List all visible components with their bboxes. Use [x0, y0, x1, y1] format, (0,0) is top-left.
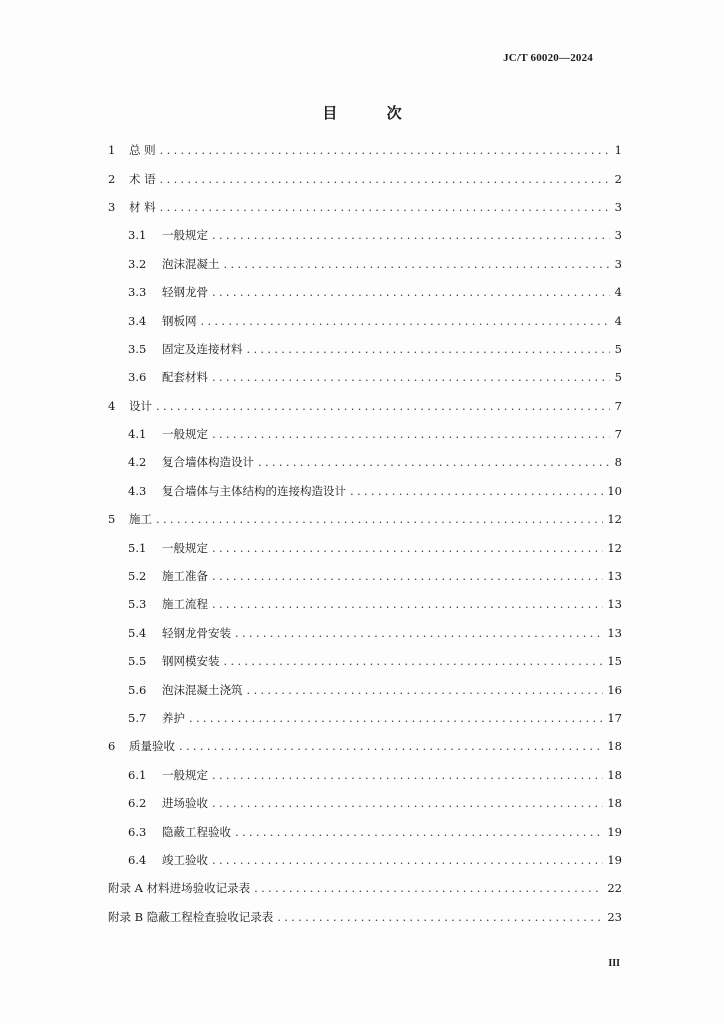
- toc-entry-label: 术 语: [129, 171, 156, 186]
- toc-dot-leader: [235, 626, 603, 640]
- toc-entry-page: 18: [607, 767, 622, 782]
- toc-entry-number: 6.4: [128, 852, 147, 867]
- toc-entry[interactable]: [108, 392, 622, 420]
- toc-entry-page: 3: [614, 228, 622, 243]
- toc-entry[interactable]: [108, 278, 622, 306]
- toc-entry-number: 4.2: [128, 455, 147, 470]
- toc-entry[interactable]: [108, 250, 622, 278]
- toc-entry-number: 5.2: [128, 569, 147, 584]
- toc-entry[interactable]: [108, 647, 622, 675]
- toc-entry-number: 5.5: [128, 654, 147, 669]
- toc-entry-number: 2: [108, 171, 116, 186]
- toc-entry-number: 6.2: [128, 796, 147, 811]
- toc-entry[interactable]: [108, 193, 622, 221]
- toc-dot-leader: [160, 143, 610, 157]
- toc-dot-leader: [156, 399, 610, 413]
- toc-entry-label: 竣工验收: [162, 852, 208, 867]
- toc-entry[interactable]: [108, 221, 622, 249]
- toc-entry-page: 17: [607, 711, 622, 725]
- toc-dot-leader: [212, 285, 610, 299]
- toc-entry-number: 6.1: [128, 767, 147, 782]
- toc-entry-label: 轻钢龙骨: [162, 285, 208, 300]
- toc-entry-label: 配套材料: [162, 370, 208, 385]
- toc-dot-leader: [212, 597, 603, 611]
- toc-entry-number: 3.4: [128, 313, 147, 328]
- toc-dot-leader: [212, 228, 610, 242]
- toc-entry[interactable]: [108, 675, 622, 703]
- toc-entry[interactable]: [108, 335, 622, 363]
- toc-entry-page: 19: [607, 824, 622, 839]
- toc-dot-leader: [156, 512, 603, 526]
- toc-entry-label: 钢板网: [162, 313, 197, 328]
- page-number: III: [608, 958, 620, 969]
- toc-entry-page: 3: [614, 199, 622, 214]
- toc-entry-label: 泡沫混凝土: [162, 256, 220, 271]
- table-of-contents: [108, 136, 622, 931]
- toc-dot-leader: [224, 257, 611, 271]
- toc-entry-label: 复合墙体与主体结构的连接构造设计: [162, 483, 346, 498]
- toc-entry-label: 固定及连接材料: [162, 341, 243, 356]
- toc-entry-number: 4.3: [128, 483, 147, 498]
- toc-entry-number: 6: [108, 739, 116, 754]
- toc-entry-label: 附录 A 材料进场验收记录表: [108, 881, 251, 896]
- toc-dot-leader: [160, 200, 610, 214]
- toc-entry-number: 3.2: [128, 256, 147, 271]
- toc-dot-leader: [212, 427, 610, 441]
- toc-entry-page: 4: [614, 313, 622, 328]
- toc-dot-leader: [201, 314, 611, 328]
- toc-entry[interactable]: [108, 619, 622, 647]
- toc-entry-page: 13: [607, 569, 622, 584]
- toc-entry-page: 5: [614, 341, 622, 356]
- toc-entry-page: 7: [614, 427, 622, 442]
- toc-entry-number: 5.3: [128, 597, 147, 612]
- toc-entry-number: 3: [108, 199, 116, 214]
- toc-entry-page: 4: [614, 285, 622, 300]
- toc-entry-page: 19: [607, 852, 622, 867]
- toc-entry[interactable]: [108, 448, 622, 476]
- toc-dot-leader: [212, 768, 603, 782]
- toc-dot-leader: [277, 910, 603, 924]
- toc-entry-number: 5: [108, 512, 116, 527]
- toc-entry[interactable]: [108, 306, 622, 334]
- toc-entry-label: 一般规定: [162, 427, 208, 442]
- toc-entry-label: 施工准备: [162, 569, 208, 584]
- toc-entry-number: 3.5: [128, 341, 147, 356]
- toc-entry-number: 5.4: [128, 625, 147, 640]
- toc-entry[interactable]: [108, 817, 622, 845]
- toc-entry-number: 4: [108, 398, 116, 413]
- toc-dot-leader: [258, 455, 610, 469]
- toc-entry-page: 7: [614, 398, 622, 413]
- toc-entry-label: 一般规定: [162, 767, 208, 782]
- toc-dot-leader: [247, 683, 604, 697]
- toc-dot-leader: [179, 739, 603, 753]
- toc-entry[interactable]: [108, 789, 622, 817]
- toc-entry-label: 材 料: [129, 199, 156, 214]
- toc-entry[interactable]: [108, 903, 622, 931]
- toc-dot-leader: [212, 370, 610, 384]
- toc-entry-label: 养护: [162, 711, 185, 725]
- toc-entry-page: 18: [607, 796, 622, 811]
- toc-entry[interactable]: [108, 874, 622, 902]
- toc-entry[interactable]: [108, 420, 622, 448]
- toc-entry-label: 施工: [129, 512, 152, 527]
- toc-entry-label: 施工流程: [162, 597, 208, 612]
- toc-entry-page: 8: [614, 455, 622, 470]
- toc-entry-page: 16: [607, 682, 622, 697]
- toc-entry-number: 3.6: [128, 370, 147, 385]
- toc-entry-page: 2: [614, 171, 622, 186]
- toc-entry-label: 附录 B 隐蔽工程检查验收记录表: [108, 909, 274, 924]
- toc-entry[interactable]: [108, 164, 622, 192]
- toc-entry-number: 4.1: [128, 427, 147, 442]
- toc-entry-label: 轻钢龙骨安装: [162, 625, 231, 640]
- toc-dot-leader: [350, 484, 603, 498]
- toc-entry[interactable]: [108, 732, 622, 760]
- toc-entry-page: 10: [607, 483, 622, 498]
- toc-entry-page: 22: [607, 881, 622, 896]
- toc-entry[interactable]: [108, 505, 622, 533]
- toc-entry-page: 15: [607, 654, 622, 669]
- toc-entry-page: 13: [607, 597, 622, 612]
- toc-entry-page: 13: [607, 625, 622, 640]
- toc-entry[interactable]: [108, 590, 622, 618]
- toc-entry-page: 12: [607, 512, 622, 527]
- toc-entry[interactable]: [108, 136, 622, 164]
- toc-entry-label: 一般规定: [162, 228, 208, 243]
- toc-dot-leader: [160, 172, 610, 186]
- toc-entry-number: 1: [108, 143, 116, 158]
- toc-entry-label: 钢网模安装: [162, 654, 220, 669]
- toc-entry-label: 隐蔽工程验收: [162, 824, 231, 839]
- toc-entry[interactable]: [108, 761, 622, 789]
- toc-entry-label: 一般规定: [162, 540, 208, 555]
- toc-entry-label: 泡沫混凝土浇筑: [162, 682, 243, 697]
- toc-entry-label: 复合墙体构造设计: [162, 455, 254, 470]
- toc-dot-leader: [212, 796, 603, 810]
- toc-entry-page: 5: [614, 370, 622, 385]
- toc-entry-number: 5.1: [128, 540, 147, 555]
- toc-entry[interactable]: [108, 846, 622, 874]
- toc-title: 目 次: [322, 104, 424, 122]
- toc-dot-leader: [212, 541, 603, 555]
- toc-entry[interactable]: [108, 533, 622, 561]
- toc-entry-page: 3: [614, 256, 622, 271]
- toc-entry[interactable]: [108, 363, 622, 391]
- toc-entry-page: 1: [614, 143, 622, 158]
- toc-entry-number: 5.7: [128, 711, 147, 725]
- toc-entry-label: 设计: [129, 398, 152, 413]
- toc-entry-number: 6.3: [128, 824, 147, 839]
- toc-entry[interactable]: [108, 704, 622, 732]
- toc-entry-label: 总 则: [129, 143, 156, 158]
- toc-entry-label: 进场验收: [162, 796, 208, 811]
- toc-entry-number: 5.6: [128, 682, 147, 697]
- toc-entry-number: 3.1: [128, 228, 147, 243]
- toc-entry-page: 23: [607, 909, 622, 924]
- toc-dot-leader: [224, 654, 604, 668]
- toc-dot-leader: [212, 569, 603, 583]
- toc-dot-leader: [235, 825, 603, 839]
- toc-entry-number: 3.3: [128, 285, 147, 300]
- toc-entry-page: 12: [607, 540, 622, 555]
- toc-dot-leader: [212, 853, 603, 867]
- toc-entry[interactable]: [108, 477, 622, 505]
- toc-dot-leader: [254, 881, 603, 895]
- toc-entry[interactable]: [108, 562, 622, 590]
- toc-entry-label: 质量验收: [129, 739, 175, 754]
- document-code: JC/T 60020—2024: [503, 52, 593, 64]
- toc-dot-leader: [189, 711, 603, 725]
- toc-entry-page: 18: [607, 739, 622, 754]
- toc-dot-leader: [247, 342, 611, 356]
